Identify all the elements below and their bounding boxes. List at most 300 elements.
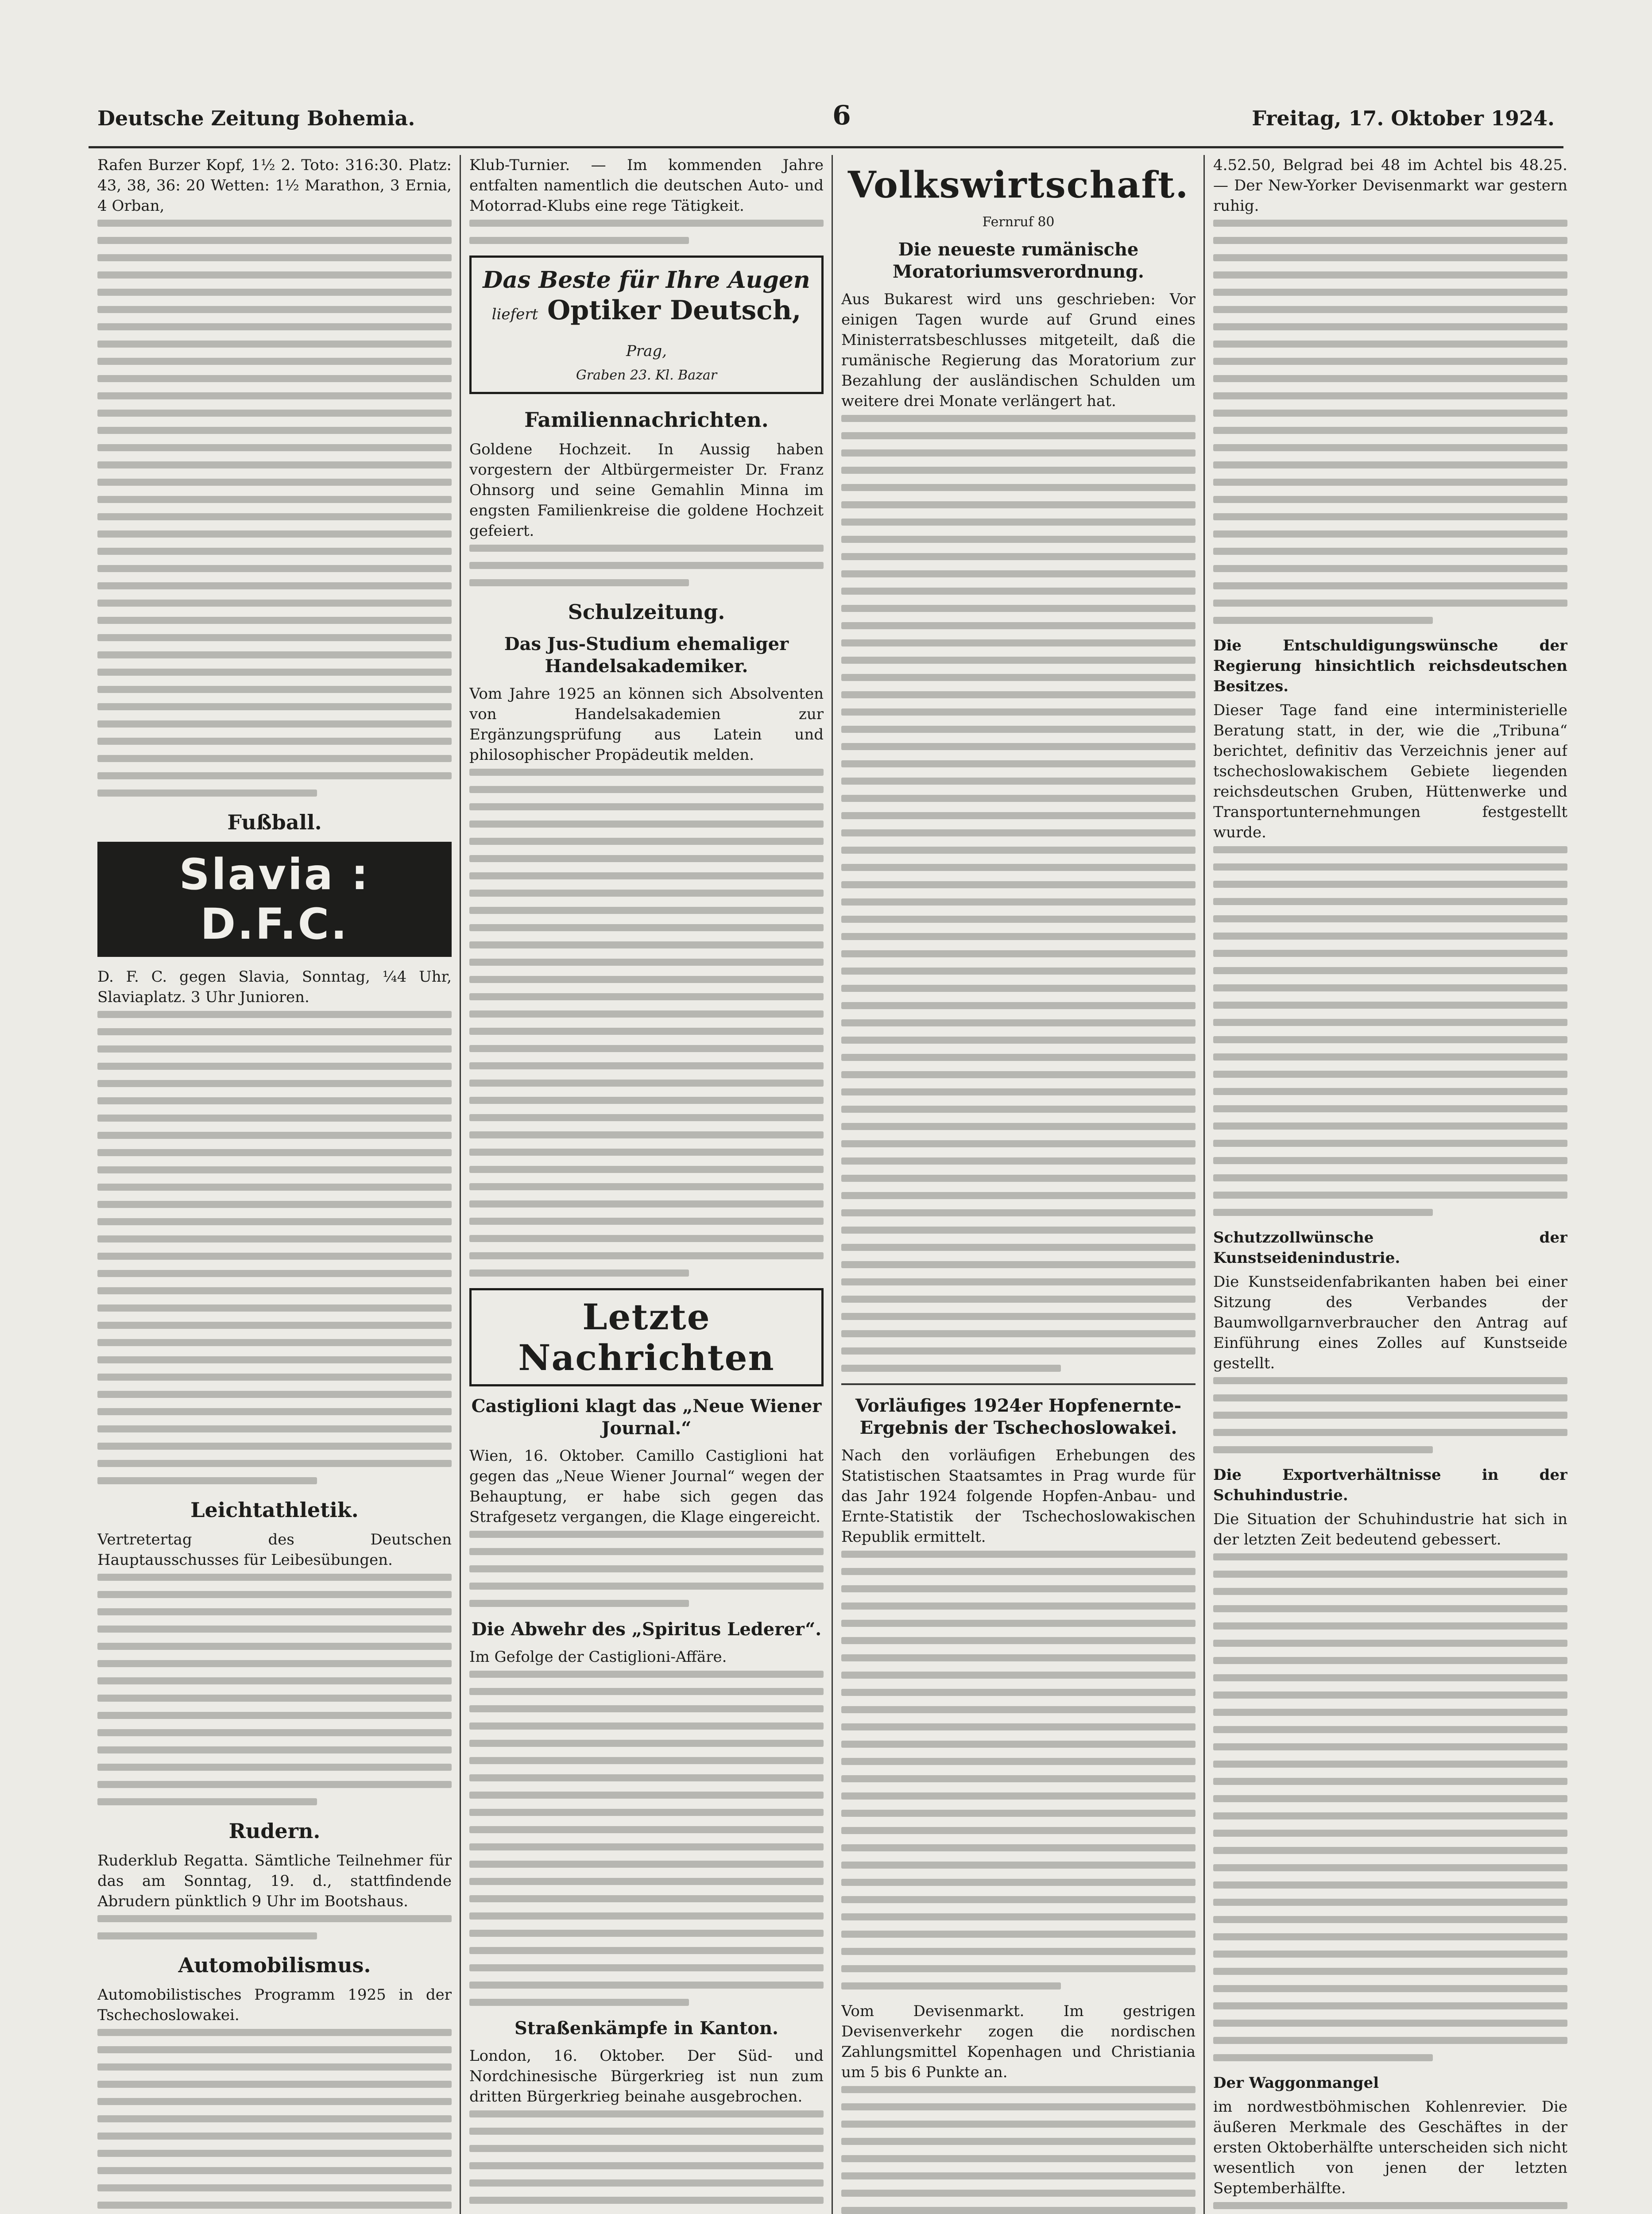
text-line (841, 674, 1195, 681)
text-line (97, 617, 452, 624)
text-line (841, 1347, 1195, 1355)
text-line (97, 1201, 452, 1208)
text-line (97, 444, 452, 451)
text-line (841, 1879, 1195, 1886)
text-line (1213, 1412, 1567, 1419)
text-line (469, 1705, 824, 1712)
article1-headline: Die neueste rumänische Moratoriumsverordnung. (893, 239, 1144, 282)
text-line (841, 1723, 1195, 1730)
text-line (469, 769, 824, 776)
rudern-article (97, 1850, 452, 1939)
text-line (841, 1313, 1195, 1320)
text-line (841, 1192, 1195, 1199)
text-line (1213, 237, 1567, 244)
familie-article (469, 439, 824, 586)
text-line (97, 1764, 452, 1771)
text-line (1213, 1377, 1567, 1384)
text-line (841, 1948, 1195, 1955)
text-lines (97, 1915, 452, 1939)
text-line (1213, 1864, 1567, 1871)
text-line (469, 1740, 824, 1747)
auto-article (97, 1985, 452, 2214)
column-rule (1203, 155, 1205, 2214)
text-lines (1213, 1553, 1567, 2061)
text-line (469, 1809, 824, 1816)
text-line (841, 1244, 1195, 1251)
text-line (841, 2190, 1195, 2197)
text-line (1213, 1394, 1567, 1401)
text-line (1213, 1761, 1567, 1768)
text-line (1213, 496, 1567, 503)
text-line (469, 1671, 824, 1678)
text-line (469, 941, 824, 948)
text-line (97, 1932, 317, 1939)
text-line (97, 1915, 452, 1922)
text-line (841, 1827, 1195, 1834)
article1-lede: Aus Bukarest wird uns geschrieben: Vor einigen Tagen wurde auf Grund eines Ministerratsbeschlusses mitgeteilt, daß die rumänische Regierung das Moratorium zur Bezahlung der ausländischen Schulden um weitere drei Monate verlängert hat. (841, 290, 1195, 410)
text-line (841, 1672, 1195, 1679)
text-line (1213, 2002, 1567, 2009)
text-lines (469, 2110, 824, 2214)
text-line (841, 1931, 1195, 1938)
text-line (841, 449, 1195, 457)
text-line (97, 1339, 452, 1346)
text-line (841, 519, 1195, 526)
text-line (97, 1660, 452, 1667)
text-line (469, 1149, 824, 1156)
text-line (841, 553, 1195, 560)
optician-advertisement (469, 255, 824, 394)
text-line (841, 1278, 1195, 1285)
text-line (841, 1620, 1195, 1627)
text-line (97, 1695, 452, 1702)
column-local (469, 155, 824, 2214)
text-line (1213, 427, 1567, 434)
text-line (97, 720, 452, 728)
text-line (1213, 1968, 1567, 1975)
text-line (469, 2197, 824, 2204)
text-line (1213, 582, 1567, 589)
story2 (469, 1647, 824, 2006)
text-lines (1213, 2202, 1567, 2214)
text-line (469, 2110, 824, 2117)
text-line (469, 1947, 824, 1954)
text-line (97, 427, 452, 434)
schule-article (469, 684, 824, 1277)
text-line (97, 669, 452, 676)
text-line (97, 1080, 452, 1087)
text-line (1213, 392, 1567, 399)
text-line (841, 588, 1195, 595)
text-line (469, 1548, 824, 1555)
text-line (469, 976, 824, 983)
text-line (1213, 617, 1433, 624)
text-line (97, 2150, 452, 2157)
devisen-article (841, 2001, 1195, 2214)
text-line (97, 548, 452, 555)
text-line (469, 890, 824, 897)
text-line (469, 579, 689, 586)
text-line (841, 760, 1195, 767)
article-waggonmangel (1213, 2073, 1567, 2214)
text-line (97, 1729, 452, 1736)
column-economy (841, 155, 1195, 2214)
text-line (841, 1654, 1195, 1661)
text-line (1213, 950, 1567, 957)
text-line (1213, 375, 1567, 382)
text-line (841, 501, 1195, 508)
text-line (469, 924, 824, 931)
markets-report (1213, 155, 1567, 624)
text-line (469, 821, 824, 828)
text-line (1213, 2054, 1433, 2061)
text-line (1213, 1916, 1567, 1923)
text-line (1213, 1053, 1567, 1061)
text-line (841, 1585, 1195, 1592)
text-line (97, 1097, 452, 1104)
text-line (97, 323, 452, 330)
article2-headline: Vorläufiges 1924er Hopfenernte-Ergebnis der Tschechoslowakei. (855, 1395, 1182, 1438)
text-line (97, 1608, 452, 1615)
text-line (1213, 1209, 1433, 1216)
text-line (841, 1965, 1195, 1972)
text-line (469, 2162, 824, 2169)
text-line (97, 1304, 452, 1312)
text-line (841, 1365, 1061, 1372)
text-line (1213, 1122, 1567, 1130)
text-line (97, 530, 452, 538)
text-line (1213, 341, 1567, 348)
text-line (469, 1722, 824, 1730)
text-line (1213, 1691, 1567, 1699)
text-line (841, 2121, 1195, 2128)
text-line (97, 220, 452, 227)
ad-city: Prag, (626, 342, 667, 360)
text-lines (97, 2029, 452, 2214)
text-line (97, 1149, 452, 1156)
article-head: Schutzzollwünsche der Kunstseidenindustrie. (1213, 1229, 1567, 1267)
leichtathletik-article (97, 1529, 452, 1805)
text-line (469, 959, 824, 966)
text-line (841, 1019, 1195, 1026)
newspaper-page (89, 84, 1567, 2214)
text-line (841, 1071, 1195, 1078)
ad-title: Das Beste für Ihre Augen (483, 267, 810, 294)
text-line (97, 1166, 452, 1173)
text-line (1213, 1071, 1567, 1078)
text-line (841, 657, 1195, 664)
text-line (469, 2145, 824, 2152)
schule-lede: Vom Jahre 1925 an können sich Absolventen von Handelsakademien zur Ergänzungsprüfung aus Latein und philosophischer Propädeutik melden. (469, 685, 824, 764)
text-line (469, 1270, 689, 1277)
schule-subheading: Das Jus-Studium ehemaliger Handelsakademiker. (504, 634, 789, 677)
text-line (469, 1166, 824, 1173)
text-line (841, 415, 1195, 422)
section-heading-rudern: Rudern. (228, 1819, 321, 1843)
text-line (841, 2155, 1195, 2162)
text-line (841, 2207, 1195, 2214)
text-lines (1213, 846, 1567, 1216)
head1 (1213, 635, 1567, 697)
page-header (89, 84, 1563, 148)
text-line (1213, 2202, 1567, 2209)
text-line (1213, 410, 1567, 417)
article1 (841, 289, 1195, 1372)
text-line (1213, 933, 1567, 940)
text-line (841, 1054, 1195, 1061)
text-line (469, 1097, 824, 1104)
text-line (97, 2063, 452, 2071)
text-line (97, 496, 452, 503)
text-line (841, 864, 1195, 871)
ad-name-prefix: liefert (491, 306, 538, 323)
text-line (841, 1296, 1195, 1303)
section-heading-fussball: Fußball. (227, 810, 322, 834)
text-line (1213, 1174, 1567, 1181)
ad-name (478, 294, 815, 368)
text-line (1213, 1640, 1567, 1647)
text-line (97, 1643, 452, 1650)
lede3: Die Situation der Schuhindustrie hat sich in der letzten Zeit bedeutend gebessert. (1213, 1510, 1567, 1548)
text-line (97, 358, 452, 365)
text-line (469, 1565, 824, 1572)
text-line (841, 1758, 1195, 1765)
issue-date: Freitag, 17. Oktober 1924. (1252, 106, 1555, 130)
racing-results (97, 155, 452, 797)
text-line (1213, 271, 1567, 279)
text-line (841, 2172, 1195, 2179)
fussball-lede: D. F. C. gegen Slavia, Sonntag, ¼4 Uhr, Slaviaplatz. 3 Uhr Junioren. (97, 968, 452, 1006)
text-line (1213, 1553, 1567, 1560)
text-line (841, 950, 1195, 957)
text-line (469, 838, 824, 845)
article2-lede: Nach den vorläufigen Erhebungen des Statistischen Staatsamtes in Prag wurde für das Jahr 1924 folgende Hopfen-Anbau- und Ernte-Statistik der Tschechoslowakischen Republik ermittelt. (841, 1447, 1195, 1546)
text-line (841, 484, 1195, 491)
masthead-title: Deutsche Zeitung Bohemia. (97, 106, 415, 130)
text-line (841, 605, 1195, 612)
text-line (469, 1028, 824, 1035)
text-line (97, 271, 452, 279)
text-line (1213, 1881, 1567, 1889)
text-line (841, 1227, 1195, 1234)
text-lines (1213, 1377, 1567, 1453)
text-line (1213, 548, 1567, 555)
article2 (841, 1445, 1195, 1990)
text-line (1213, 1157, 1567, 1164)
story3-headline: Straßenkämpfe in Kanton. (515, 2018, 778, 2039)
text-line (1213, 967, 1567, 974)
text-line (1213, 898, 1567, 905)
text-line (1213, 513, 1567, 520)
text-line (841, 2138, 1195, 2145)
text-line (469, 1183, 824, 1190)
page-number: 6 (832, 100, 851, 131)
article-head: Der Waggonmangel (1213, 2074, 1379, 2092)
text-line (97, 1218, 452, 1225)
text-line (469, 1131, 824, 1138)
text-line (1213, 323, 1567, 330)
text-line (97, 1781, 452, 1788)
text-line (841, 1088, 1195, 1095)
text-line (469, 220, 824, 227)
article-head: Die Entschuldigungswünsche der Regierung hinsichtlich reichsdeutschen Besitzes. (1213, 637, 1567, 695)
text-line (1213, 565, 1567, 572)
text-line (97, 600, 452, 607)
text-line (97, 1460, 452, 1467)
section-heading-schulzeitung: Schulzeitung. (568, 600, 725, 624)
column-markets (1213, 155, 1567, 2214)
text-line (1213, 1899, 1567, 1906)
text-line (97, 1028, 452, 1035)
match-banner: Slavia : D.F.C. (97, 842, 452, 957)
text-line (97, 2115, 452, 2122)
text-line (841, 1330, 1195, 1337)
text-line (841, 1140, 1195, 1147)
text-line (841, 639, 1195, 646)
text-line (469, 1792, 824, 1799)
text-line (841, 570, 1195, 577)
story1 (469, 1446, 824, 1607)
text-line (841, 985, 1195, 992)
text-line (1213, 220, 1567, 227)
text-line (841, 1792, 1195, 1800)
text-line (97, 1235, 452, 1242)
text-line (97, 1443, 452, 1450)
text-line (841, 1896, 1195, 1903)
text-line (97, 2133, 452, 2140)
text-line (97, 1287, 452, 1294)
text-line (469, 1895, 824, 1902)
text-lines (469, 1531, 824, 1607)
text-line (1213, 358, 1567, 365)
text-line (97, 1115, 452, 1122)
devisen-lede: Vom Devisenmarkt. Im gestrigen Devisenverkehr zogen die nordischen Zahlungsmittel Kopenhagen und Christiania um 5 bis 6 Punkte an. (841, 2002, 1195, 2081)
klub-intro: Klub-Turnier. — Im kommenden Jahre entfalten namentlich die deutschen Auto- und Motorrad-Klubs eine rege Tätigkeit. (469, 156, 824, 215)
latest-news-title: Letzte Nachrichten (518, 1296, 775, 1378)
text-line (97, 651, 452, 658)
text-line (841, 1261, 1195, 1268)
text-line (1213, 479, 1567, 486)
article-kunstseide (1213, 1227, 1567, 1453)
text-lines (97, 1574, 452, 1805)
text-line (97, 2029, 452, 2036)
text-line (97, 772, 452, 779)
text-line (469, 1826, 824, 1833)
text-lines (841, 415, 1195, 1372)
section-heading-familie: Familiennachrichten. (524, 408, 769, 432)
text-line (841, 1037, 1195, 1044)
section-title-volkswirtschaft: Volkswirtschaft. (847, 164, 1189, 206)
text-line (841, 829, 1195, 836)
text-line (841, 743, 1195, 750)
text-line (97, 565, 452, 572)
text-line (841, 2103, 1195, 2110)
text-line (469, 907, 824, 914)
text-line (97, 703, 452, 710)
text-lines (469, 220, 824, 244)
text-line (469, 1930, 824, 1937)
text-line (1213, 1674, 1567, 1681)
text-line (97, 755, 452, 762)
text-line (97, 289, 452, 296)
text-line (97, 1374, 452, 1381)
text-line (469, 1252, 824, 1259)
lede2: Die Kunstseidenfabrikanten haben bei einer Sitzung des Verbandes der Baumwollgarnverbraucher den Antrag auf Einführung eines Zolles auf Kunstseide gestellt. (1213, 1273, 1567, 1372)
text-line (469, 1200, 824, 1208)
text-line (469, 237, 689, 244)
text-line (97, 2202, 452, 2209)
section-phone: Fernruf 80 (982, 214, 1055, 230)
text-line (841, 1706, 1195, 1713)
text-line (841, 2086, 1195, 2093)
text-line (469, 1861, 824, 1868)
text-line (97, 1132, 452, 1139)
rudern-lede: Ruderklub Regatta. Sämtliche Teilnehmer für das am Sonntag, 19. d., stattfindende Abrudern pünktlich 9 Uhr im Bootshaus. (97, 1852, 452, 1910)
text-line (1213, 1847, 1567, 1854)
text-line (97, 1011, 452, 1018)
text-line (469, 1010, 824, 1018)
divider (841, 1383, 1195, 1385)
lede4: im nordwestböhmischen Kohlenrevier. Die äußeren Merkmale des Geschäftes in der ersten Oktoberhälfte unterscheiden sich nicht wesentlich von jenen der letzten Septemberhälfte. (1213, 2098, 1567, 2197)
text-line (841, 1982, 1061, 1990)
column-sports (97, 155, 452, 2214)
text-line (97, 1477, 317, 1484)
text-lines (841, 1551, 1195, 1990)
text-line (469, 1114, 824, 1121)
head3 (1213, 1465, 1567, 1506)
story1-lede: Wien, 16. Oktober. Camillo Castiglioni hat gegen das „Neue Wiener Journal“ wegen der Behauptung, er habe sich gegen das Strafgesetz vergangen, die Klage eingereicht. (469, 1447, 824, 1526)
text-line (469, 855, 824, 862)
text-line (1213, 1743, 1567, 1750)
text-line (469, 1583, 824, 1590)
text-line (1213, 1429, 1567, 1436)
text-line (469, 2179, 824, 2187)
text-line (841, 1123, 1195, 1130)
text-line (97, 790, 317, 797)
text-line (1213, 1709, 1567, 1716)
text-line (97, 392, 452, 399)
text-line (1213, 1795, 1567, 1802)
text-line (97, 1712, 452, 1719)
head2 (1213, 1227, 1567, 1268)
text-line (97, 375, 452, 382)
text-line (97, 1253, 452, 1260)
text-line (97, 410, 452, 417)
text-line (1213, 1622, 1567, 1630)
text-line (1213, 1951, 1567, 1958)
text-line (841, 1913, 1195, 1920)
text-line (841, 1862, 1195, 1869)
text-line (1213, 1830, 1567, 1837)
racing-intro: Rafen Burzer Kopf, 1½ 2. Toto: 316:30. Platz: 43, 38, 36: 20 Wetten: 1½ Marathon, 3 Ernia, 4 Orban, (97, 156, 452, 215)
auto-lede: Automobilistisches Programm 1925 in der Tschechoslowakei. (97, 1986, 452, 2024)
text-line (841, 847, 1195, 854)
text-line (469, 1688, 824, 1695)
text-line (841, 1844, 1195, 1851)
section-heading-leichtathletik: Leichtathletik. (190, 1498, 359, 1522)
text-line (1213, 1726, 1567, 1733)
article-entschuldigung (1213, 635, 1567, 1216)
text-line (841, 1106, 1195, 1113)
text-lines (97, 220, 452, 797)
text-line (97, 582, 452, 589)
text-line (97, 2046, 452, 2053)
text-line (1213, 1140, 1567, 1147)
fussball-article (97, 967, 452, 1484)
text-line (469, 1774, 824, 1781)
text-line (1213, 881, 1567, 888)
text-line (469, 1999, 689, 2006)
